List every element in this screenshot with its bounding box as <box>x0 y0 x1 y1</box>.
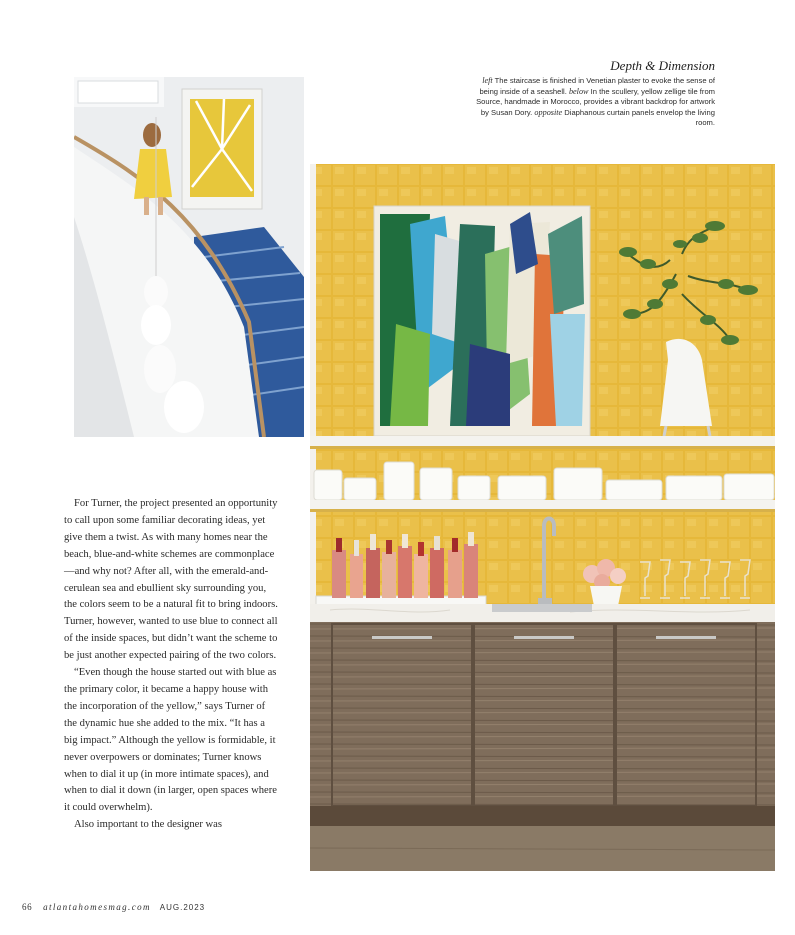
caption-left-text: The staircase is finished in Venetian plaster to evoke the sense of being inside of a seashell. <box>479 76 715 96</box>
article-body <box>64 496 278 834</box>
caption-tag-below: below <box>568 86 589 96</box>
page-number: 66 <box>22 902 33 912</box>
caption-tag-left: left <box>482 76 493 85</box>
caption-below-text: In the scullery, yellow zellige tile from Source, handmade in Morocco, provides a vibrant backdrop for artwork by Susan Dory. <box>476 86 715 117</box>
caption-tag-opposite: opposite <box>534 107 563 117</box>
abstract-painting <box>374 206 590 436</box>
staircase-photo <box>74 77 304 437</box>
caption-body <box>470 76 715 129</box>
article-paragraph: “Even though the house started out with blue as the primary color, it became a happy house with the incorporation of the yellow,” says Turner of the dynamic hue she added to the mix. “It has a big impact.” Although the yellow is formidable, it never overpowers or dominates; Turner knows when to dial it up (in more intimate spaces), and when to dial it down (in larger, open spaces where it could overwhelm). <box>64 667 277 814</box>
article-paragraph: Also important to the designer was <box>74 819 222 831</box>
site-url: atlantahomesmag.com <box>43 902 151 912</box>
photo-caption <box>470 58 715 129</box>
page-folio <box>22 902 205 912</box>
scullery-photo <box>310 164 775 871</box>
issue-date: AUG.2023 <box>159 903 206 912</box>
article-paragraph: For Turner, the project presented an opportunity to call upon some familiar decorating ideas, yet give them a twist. As with many homes near the beach, blue-and-white schemes are commonplace—and why not? After all, with the emerald-and-cerulean sea and ebullient sky surrounding you, the colors seem to be a natural fit to bring indoors. Turner, however, wanted to use blue to connect all of the inside spaces, but didn’t want the scheme to be just another expected pairing of the two colors. <box>64 498 278 662</box>
caption-opposite-text: Diaphanous curtain panels envelop the living room. <box>564 107 715 128</box>
caption-title: Depth & Dimension <box>610 58 715 73</box>
